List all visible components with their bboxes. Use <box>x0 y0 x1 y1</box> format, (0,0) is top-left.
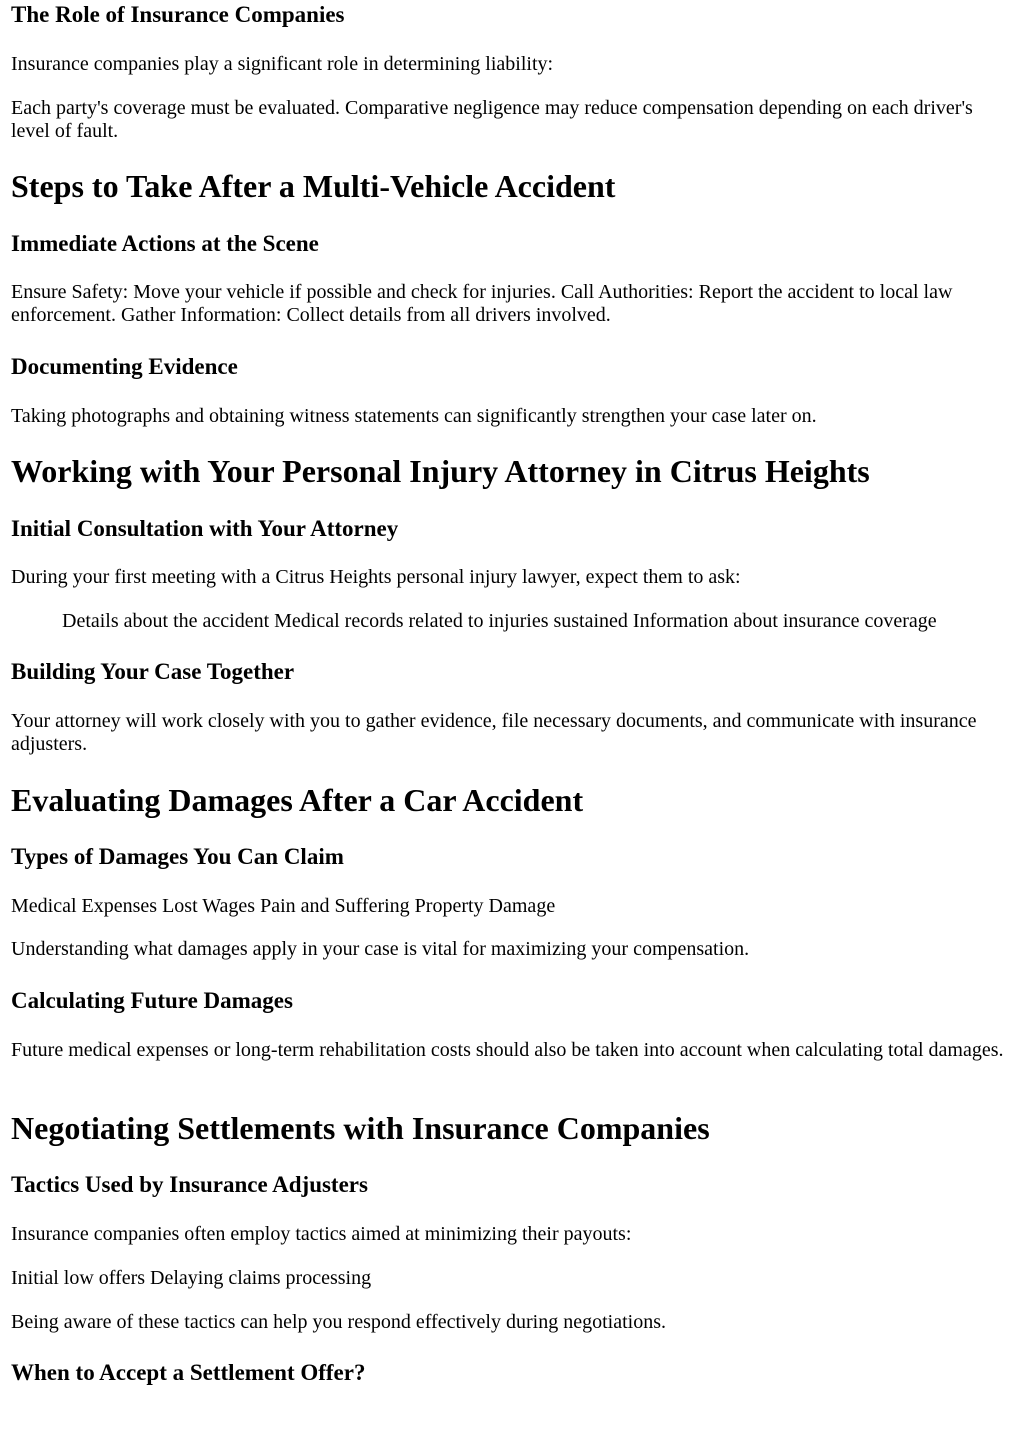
heading-initial-consultation: Initial Consultation with Your Attorney <box>11 516 399 541</box>
heading-working-with-attorney: Working with Your Personal Injury Attorney in Citrus Heights <box>11 453 870 489</box>
heading-evaluating-damages: Evaluating Damages After a Car Accident <box>11 782 584 818</box>
heading-adjuster-tactics: Tactics Used by Insurance Adjusters <box>11 1172 368 1197</box>
paragraph-tactics-awareness: Being aware of these tactics can help you respond effectively during negotiations. <box>11 1311 666 1333</box>
paragraph-role-coverage: Each party's coverage must be evaluated. Comparative negligence may reduce compensation depending on each driver's level of fault. <box>11 97 973 142</box>
heading-role-of-insurance: The Role of Insurance Companies <box>11 2 345 27</box>
heading-immediate-actions: Immediate Actions at the Scene <box>11 231 319 256</box>
list-consultation-questions: Details about the accident Medical records related to injuries sustained Information about insurance coverage <box>62 610 937 632</box>
paragraph-role-intro: Insurance companies play a significant role in determining liability: <box>11 53 554 75</box>
heading-documenting-evidence: Documenting Evidence <box>11 354 238 379</box>
list-adjuster-tactics: Initial low offers Delaying claims processing <box>11 1267 372 1289</box>
heading-accept-settlement: When to Accept a Settlement Offer? <box>11 1360 366 1385</box>
paragraph-immediate-actions: Ensure Safety: Move your vehicle if possible and check for injuries. Call Authorities: Report the accident to local law enforcement. Gather Information: Collect details from all drivers involved. <box>11 281 953 326</box>
paragraph-building-case: Your attorney will work closely with you to gather evidence, file necessary documents, and communicate with insurance adjusters. <box>11 710 977 755</box>
paragraph-initial-consultation: During your first meeting with a Citrus Heights personal injury lawyer, expect them to ask: <box>11 566 741 588</box>
heading-steps: Steps to Take After a Multi-Vehicle Accident <box>11 168 616 204</box>
heading-negotiating-settlements: Negotiating Settlements with Insurance Companies <box>11 1110 710 1146</box>
heading-building-case: Building Your Case Together <box>11 659 295 684</box>
paragraph-damages-understanding: Understanding what damages apply in your case is vital for maximizing your compensation. <box>11 938 750 960</box>
list-types-of-damages: Medical Expenses Lost Wages Pain and Suffering Property Damage <box>11 895 556 917</box>
heading-types-of-damages: Types of Damages You Can Claim <box>11 844 344 869</box>
paragraph-future-damages: Future medical expenses or long-term rehabilitation costs should also be taken into account when calculating total damages. <box>11 1039 1004 1061</box>
paragraph-documenting-evidence: Taking photographs and obtaining witness statements can significantly strengthen your case later on. <box>11 405 817 427</box>
heading-future-damages: Calculating Future Damages <box>11 988 293 1013</box>
paragraph-adjuster-tactics: Insurance companies often employ tactics aimed at minimizing their payouts: <box>11 1223 632 1245</box>
